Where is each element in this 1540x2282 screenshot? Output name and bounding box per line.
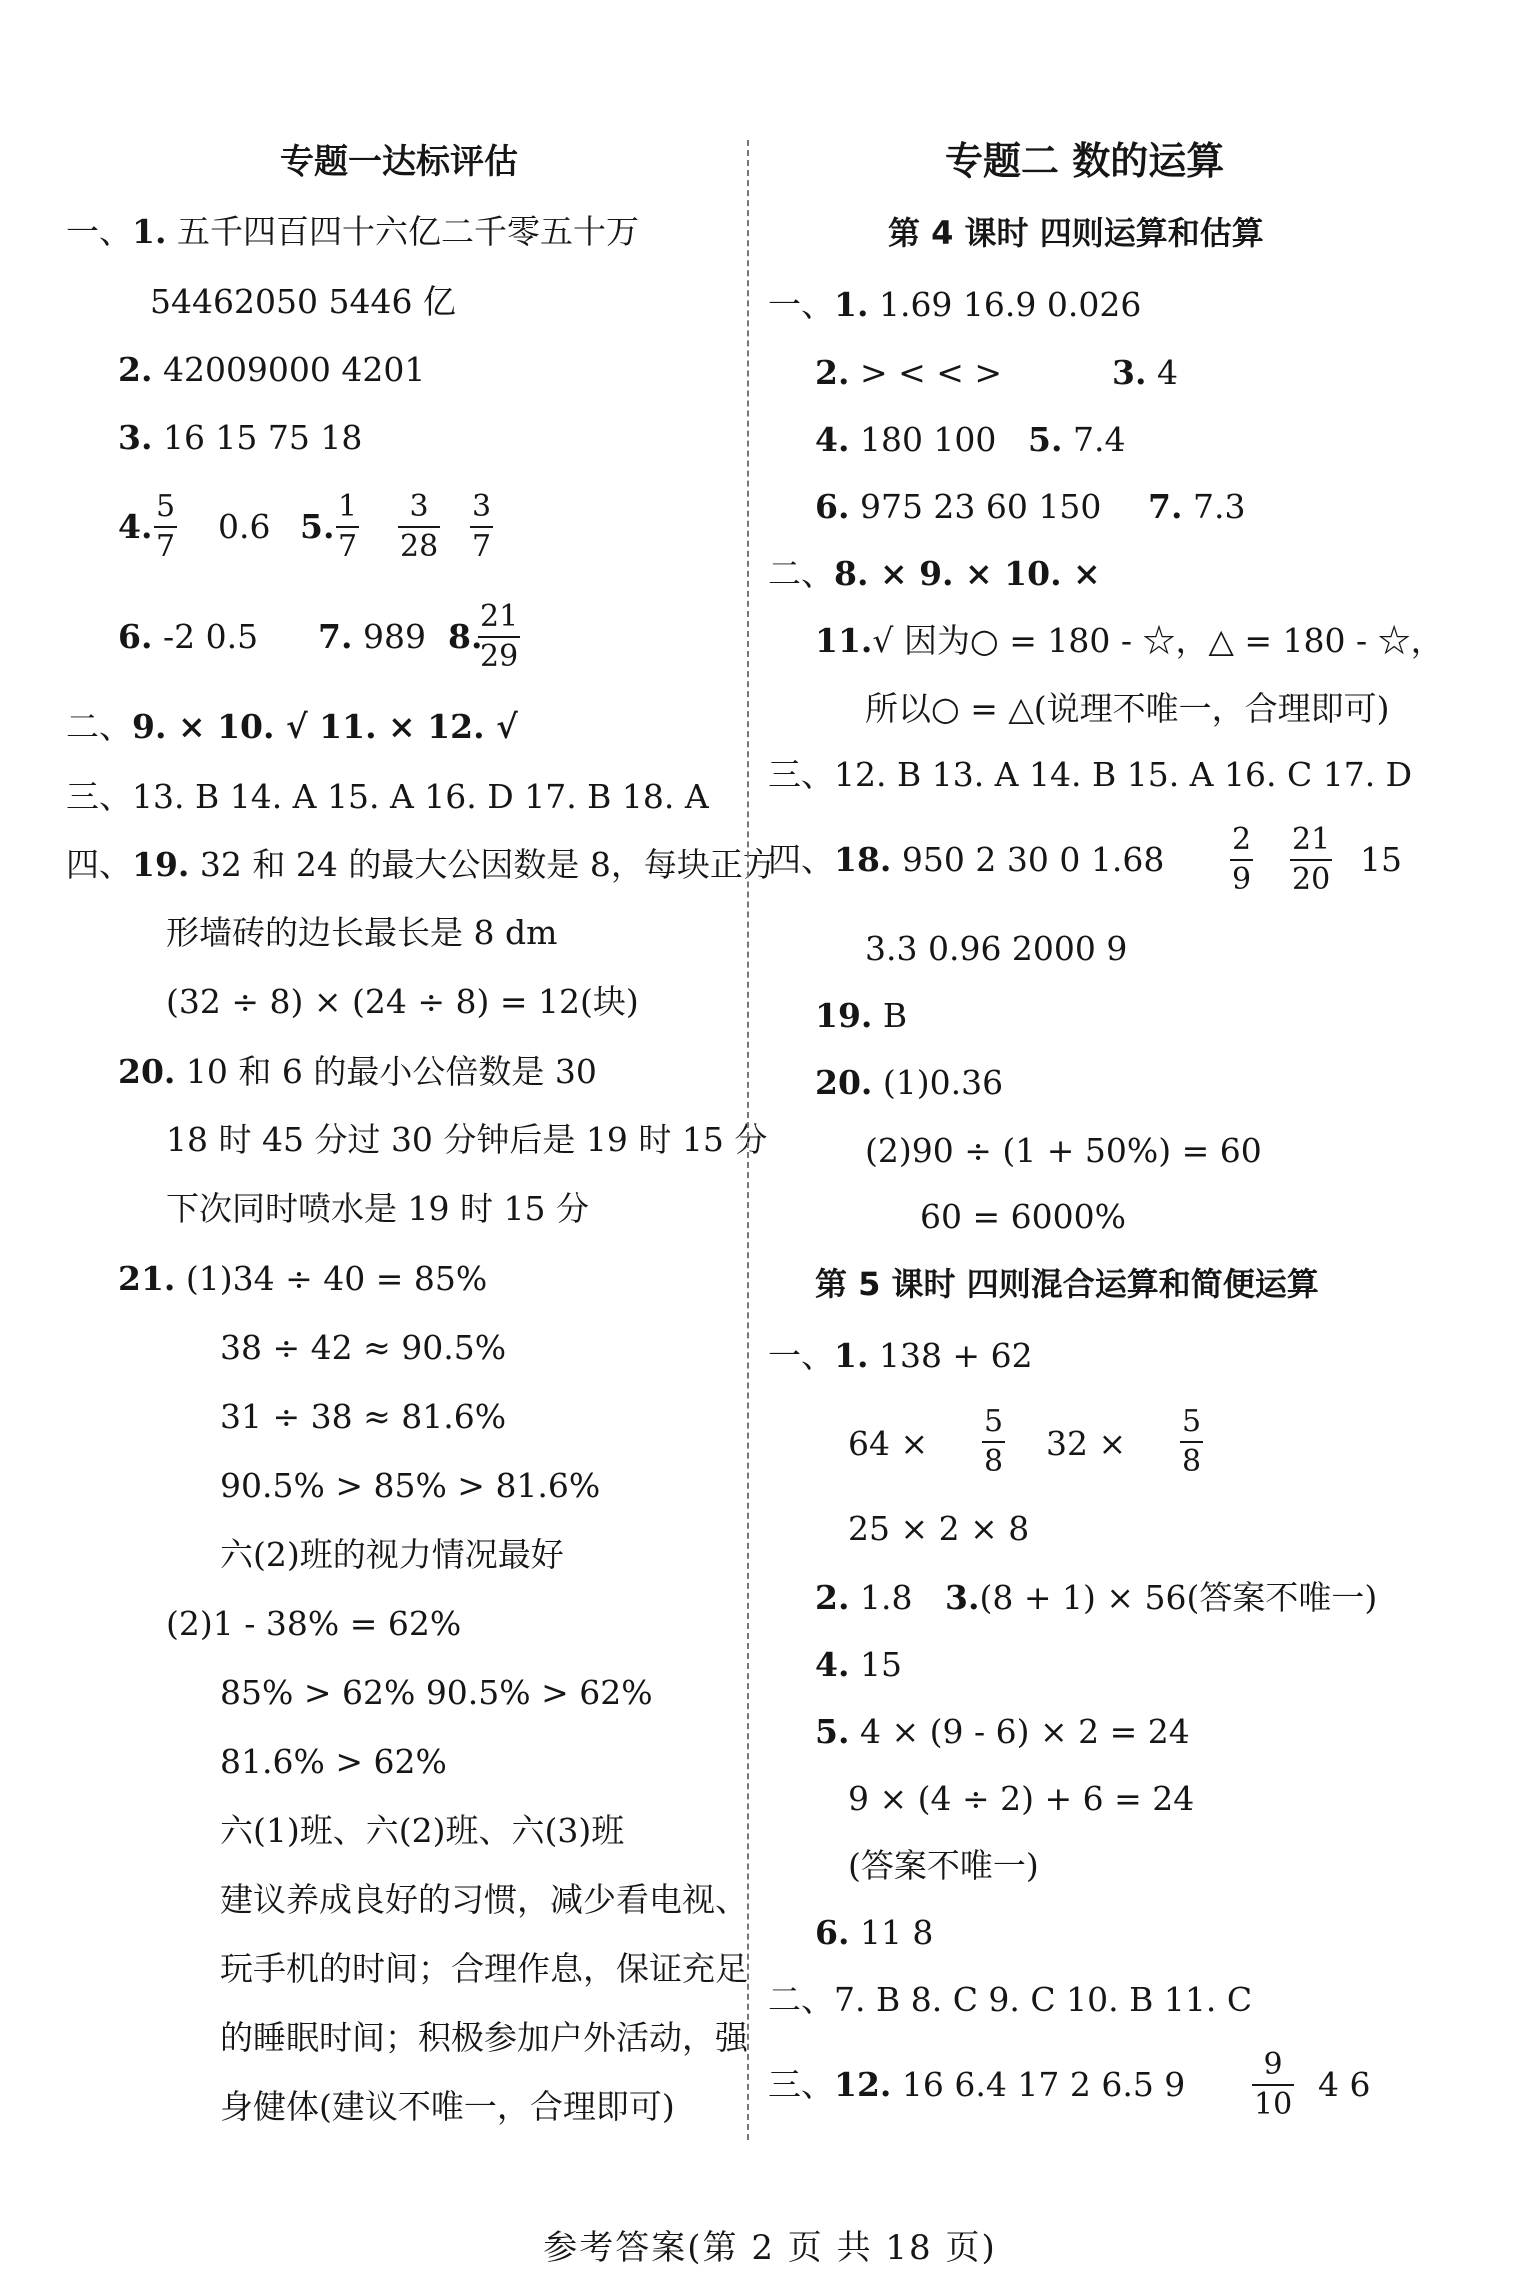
section-label: 一、 [66, 212, 132, 251]
section-label: 四、 [768, 840, 834, 879]
numerator: 5 [984, 1404, 1004, 1439]
denominator: 8 [982, 1441, 1005, 1477]
answer-text: 4 6 [1318, 2065, 1371, 2104]
right-line-19 [815, 1645, 902, 1684]
question-number: 4. [815, 1645, 850, 1684]
right-title: 专题二 数的运算 [945, 139, 1225, 183]
question-number: 2. [118, 350, 153, 389]
question-number: 2. [815, 1578, 850, 1617]
answer-text: 32 和 24 的最大公因数是 8，每块正方 [199, 845, 776, 884]
right-line-2b [1112, 353, 1178, 392]
left-line-2: 54462050 5446 亿 [150, 282, 456, 321]
left-line-19: 六(2)班的视力情况最好 [220, 1535, 564, 1574]
denominator: 29 [478, 636, 520, 672]
question-number: 7. [1148, 487, 1183, 526]
left-title: 专题一达标评估 [280, 142, 518, 182]
left-line-16: 38 ÷ 42 ≈ 90.5% [220, 1328, 507, 1367]
answer-text: (1)34 ÷ 40 = 85% [185, 1259, 488, 1298]
question-number: 20. [815, 1063, 873, 1102]
left-line-8 [66, 777, 709, 816]
answer-text: 180 100 [859, 420, 997, 459]
fraction [154, 489, 177, 564]
fraction [478, 599, 520, 674]
denominator: 7 [336, 526, 359, 562]
question-number: 21. [118, 1259, 176, 1298]
right-line-4 [815, 487, 1102, 526]
answer-text: 1.69 16.9 0.026 [878, 285, 1142, 324]
question-number: 3. [945, 1578, 980, 1617]
right-line-1 [768, 285, 1142, 324]
answer-text: 42009000 4201 [162, 350, 426, 389]
question-number: 1. [834, 285, 869, 324]
answer-text: (8 + 1) × 56(答案不唯一) [979, 1578, 1378, 1617]
section-label: 二、 [768, 554, 834, 593]
left-line-24: 建议养成良好的习惯，减少看电视、 [220, 1880, 748, 1919]
fraction [1230, 822, 1253, 897]
question-number: 11. [815, 621, 873, 660]
denominator: 10 [1252, 2084, 1294, 2120]
right-line-3 [815, 420, 997, 459]
right-line-17: 25 × 2 × 8 [848, 1509, 1030, 1548]
left-line-9 [66, 845, 776, 884]
fraction [398, 489, 440, 564]
left-line-14: 下次同时喷水是 19 时 15 分 [166, 1189, 589, 1228]
left-line-23: 六(1)班、六(2)班、六(3)班 [220, 1811, 625, 1850]
answer-text: 16 15 75 18 [162, 418, 363, 457]
right-line-12 [815, 1063, 1004, 1102]
question-number: 5. [815, 1712, 850, 1751]
left-line-21: 85% > 62% 90.5% > 62% [220, 1673, 653, 1712]
answer-text: 4 [1156, 353, 1178, 392]
question-number: 4. [815, 420, 850, 459]
answer-text: 12. B 13. A 14. B 15. A 16. C 17. D [834, 755, 1413, 794]
section-label: 三、 [768, 755, 834, 794]
lesson-5-heading: 第 5 课时 四则混合运算和简便运算 [815, 1265, 1319, 1303]
right-line-11 [815, 996, 908, 1035]
right-line-15 [768, 1336, 1033, 1375]
left-line-18: 90.5% > 85% > 81.6% [220, 1466, 601, 1505]
answer-text: (1)0.36 [882, 1063, 1004, 1102]
answer-text: 7.3 [1192, 487, 1246, 526]
right-line-14: 60 = 6000% [920, 1197, 1126, 1236]
answer-text: 8. × 9. × 10. × [834, 554, 1101, 593]
answer-text: 4 × (9 - 6) × 2 = 24 [859, 1712, 1190, 1751]
left-line-6 [118, 617, 259, 656]
right-line-25 [768, 2065, 1186, 2104]
numerator: 1 [338, 489, 358, 524]
left-line-27: 身健体(建议不唯一，合理即可) [220, 2087, 675, 2126]
right-line-20 [815, 1712, 1190, 1751]
question-number: 12. [834, 2065, 892, 2104]
question-number: 2. [815, 353, 850, 392]
answer-text: 9. × 10. √ 11. × 12. √ [132, 707, 518, 746]
right-line-4b [1148, 487, 1246, 526]
fraction [1252, 2047, 1294, 2122]
answer-text: 15 [1360, 840, 1402, 879]
answer-text: 950 2 30 0 1.68 [901, 840, 1165, 879]
denominator: 7 [154, 526, 177, 562]
numerator: 21 [480, 599, 519, 634]
left-line-26: 的睡眠时间；积极参加户外活动，强 [220, 2018, 748, 2057]
answer-text: 13. B 14. A 15. A 16. D 17. B 18. A [132, 777, 709, 816]
answer-text: 16 6.4 17 2 6.5 9 [901, 2065, 1186, 2104]
left-line-15 [118, 1259, 488, 1298]
fraction [470, 489, 493, 564]
question-number: 4. [118, 507, 153, 546]
left-line-1 [66, 212, 639, 251]
section-label: 四、 [66, 845, 132, 884]
right-line-13: (2)90 ÷ (1 + 50%) = 60 [865, 1131, 1262, 1170]
right-line-10: 3.3 0.96 2000 9 [865, 929, 1128, 968]
column-divider [747, 140, 749, 2140]
right-line-9 [768, 840, 1165, 879]
left-line-6b [318, 617, 426, 656]
section-label: 二、 [768, 1980, 834, 2019]
fraction [1180, 1404, 1203, 1479]
question-number: 8. [448, 617, 483, 656]
left-line-3 [118, 350, 426, 389]
right-line-3b [1028, 420, 1126, 459]
left-line-20: (2)1 - 38% = 62% [166, 1604, 462, 1643]
denominator: 28 [398, 526, 440, 562]
answer-text: 7.4 [1072, 420, 1126, 459]
question-number: 3. [1112, 353, 1147, 392]
left-line-12 [118, 1052, 597, 1091]
left-line-7 [66, 707, 518, 746]
left-line-22: 81.6% > 62% [220, 1742, 447, 1781]
left-line-17: 31 ÷ 38 ≈ 81.6% [220, 1397, 507, 1436]
answer-text: 975 23 60 150 [859, 487, 1102, 526]
question-number: 6. [815, 487, 850, 526]
section-label: 三、 [768, 2065, 834, 2104]
right-line-5 [768, 554, 1101, 593]
numerator: 5 [1182, 1404, 1202, 1439]
left-line-13: 18 时 45 分过 30 分钟后是 19 时 15 分 [166, 1120, 768, 1159]
answer-text: 7. B 8. C 9. C 10. B 11. C [834, 1980, 1253, 2019]
question-number: 1. [132, 212, 167, 251]
answer-text: -2 0.5 [162, 617, 259, 656]
question-number: 6. [815, 1913, 850, 1952]
answer-text: 15 [859, 1645, 902, 1684]
right-line-2 [815, 353, 1003, 392]
section-label: 一、 [768, 285, 834, 324]
left-line-4 [118, 418, 363, 457]
question-number: 18. [834, 840, 892, 879]
answer-text: B [882, 996, 908, 1035]
left-line-10: 形墙砖的边长最长是 8 dm [166, 913, 558, 952]
question-number: 5. [1028, 420, 1063, 459]
right-line-23 [815, 1913, 934, 1952]
right-line-6 [815, 621, 1444, 660]
question-number: 3. [118, 418, 153, 457]
numerator: 5 [156, 489, 176, 524]
denominator: 9 [1230, 859, 1253, 895]
denominator: 7 [470, 526, 493, 562]
section-label: 一、 [768, 1336, 834, 1375]
page-footer: 参考答案(第 2 页 共 18 页) [543, 2228, 997, 2268]
section-label: 三、 [66, 777, 132, 816]
answer-text: 10 和 6 的最小公倍数是 30 [185, 1052, 597, 1091]
denominator: 20 [1290, 859, 1332, 895]
right-line-18 [815, 1578, 913, 1617]
question-number: 20. [118, 1052, 176, 1091]
question-number: 5. [300, 507, 335, 546]
lesson-4-heading: 第 4 课时 四则运算和估算 [888, 214, 1264, 252]
answer-text: 11 8 [859, 1913, 934, 1952]
numerator: 3 [409, 489, 429, 524]
right-line-18b [945, 1578, 1378, 1617]
denominator: 8 [1180, 1441, 1203, 1477]
question-number: 19. [132, 845, 190, 884]
question-number: 1. [834, 1336, 869, 1375]
answer-text: 五千四百四十六亿二千零五十万 [176, 212, 639, 251]
fraction [982, 1404, 1005, 1479]
answer-text: 32 × [1046, 1424, 1127, 1463]
answer-text: 0.6 [218, 507, 271, 546]
answer-text: 1.8 [859, 1578, 913, 1617]
fraction [336, 489, 359, 564]
numerator: 9 [1263, 2047, 1283, 2082]
answer-text: 989 [362, 617, 426, 656]
left-line-25: 玩手机的时间；合理作息，保证充足 [220, 1949, 748, 1988]
right-line-8 [768, 755, 1413, 794]
answer-text: > < < > [859, 353, 1003, 392]
right-line-21: 9 × (4 ÷ 2) + 6 = 24 [848, 1779, 1195, 1818]
question-number: 7. [318, 617, 353, 656]
question-number: 6. [118, 617, 153, 656]
question-number: 19. [815, 996, 873, 1035]
answer-text: 138 + 62 [878, 1336, 1033, 1375]
answer-text: √ 因为○ = 180 - ☆，△ = 180 - ☆， [872, 621, 1444, 660]
numerator: 2 [1232, 822, 1252, 857]
left-line-11: (32 ÷ 8) × (24 ÷ 8) = 12(块) [166, 982, 639, 1021]
right-line-7: 所以○ = △(说理不唯一，合理即可) [865, 689, 1390, 728]
answer-text: 64 × [848, 1424, 929, 1463]
numerator: 21 [1292, 822, 1331, 857]
fraction [1290, 822, 1332, 897]
right-line-24 [768, 1980, 1253, 2019]
numerator: 3 [472, 489, 492, 524]
right-line-22: (答案不唯一) [848, 1846, 1039, 1885]
section-label: 二、 [66, 707, 132, 746]
